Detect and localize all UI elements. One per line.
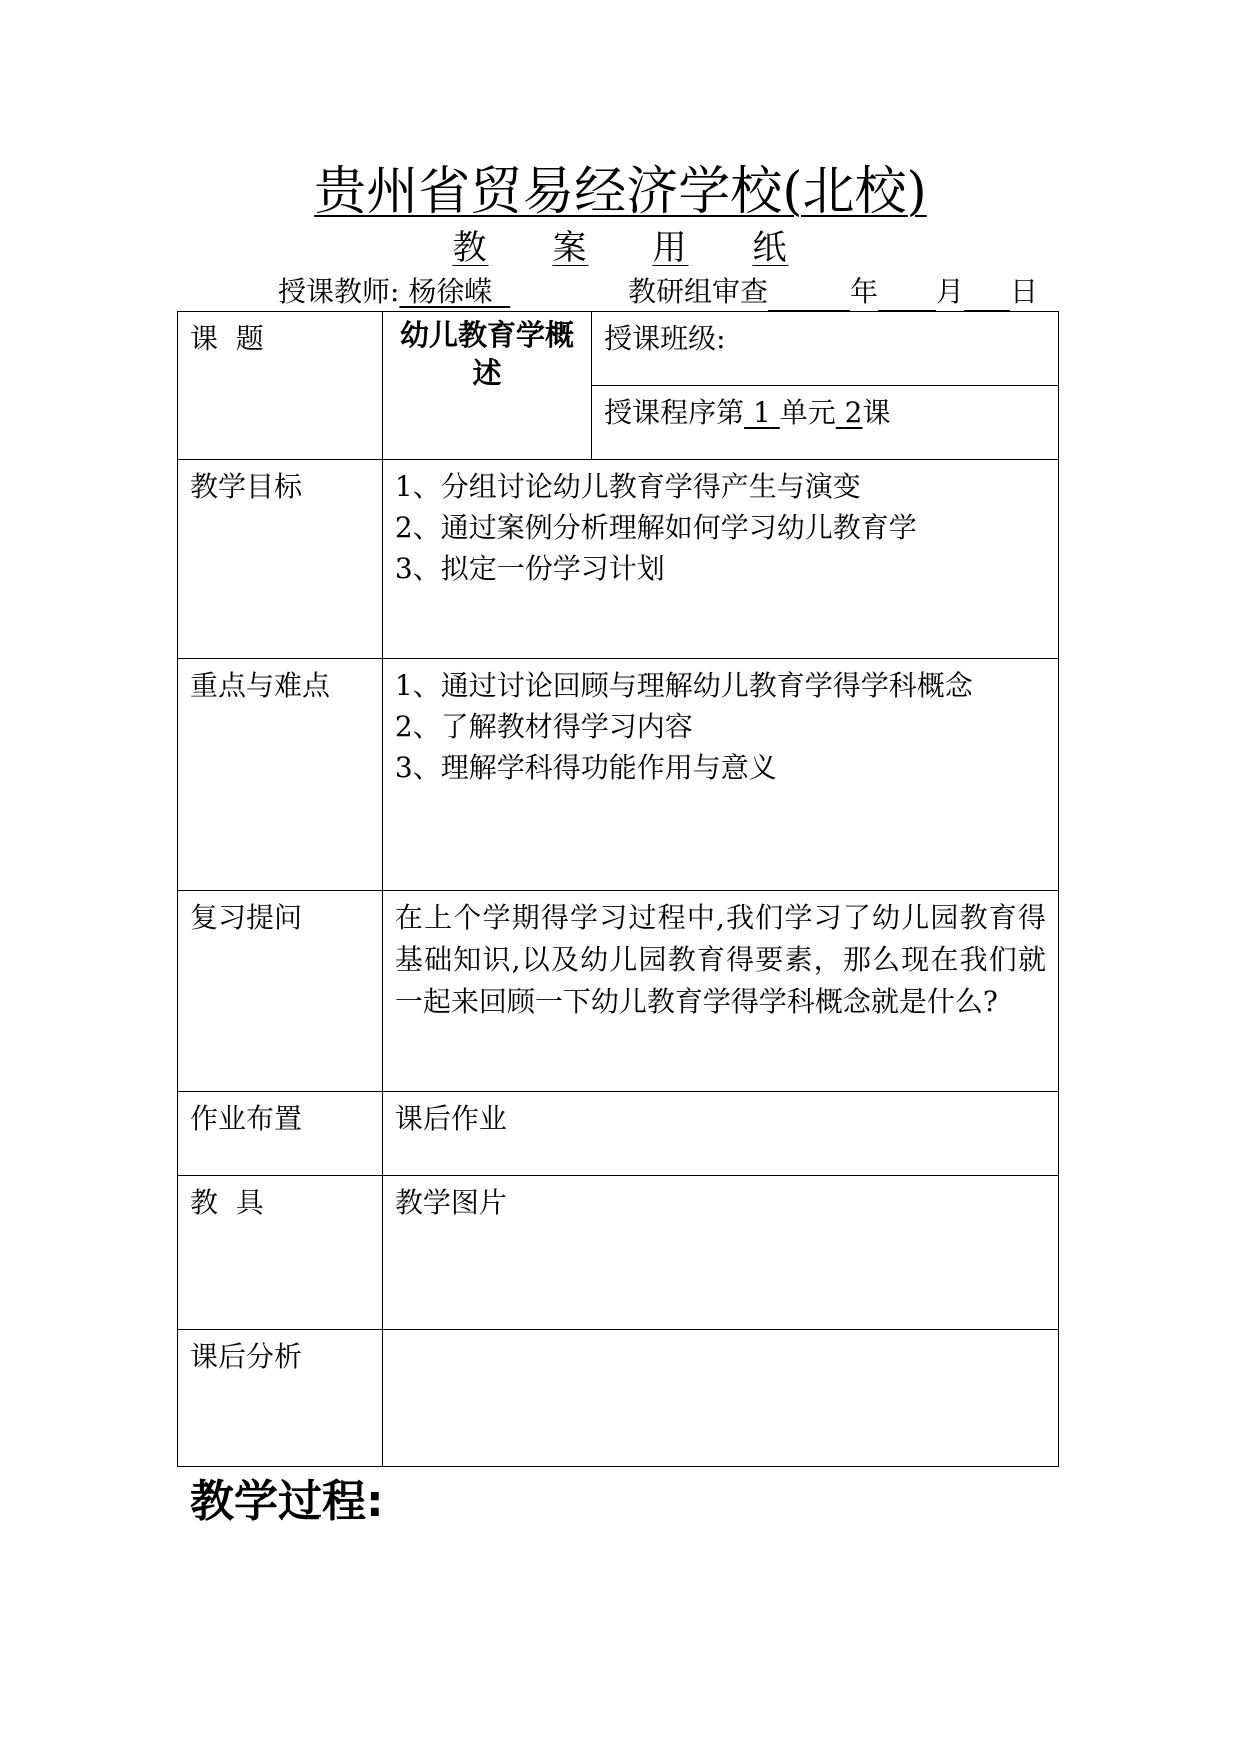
table-row xyxy=(178,891,1059,1092)
table-row xyxy=(178,312,1059,386)
topic-value: 幼儿教育学概述 xyxy=(382,312,591,460)
teacher-info-line xyxy=(278,273,1038,311)
lesson-plan-table xyxy=(177,311,1059,1467)
key-points-label: 重点与难点 xyxy=(178,659,383,891)
teacher-name: 杨徐嵘 xyxy=(408,275,493,308)
objectives-label: 教学目标 xyxy=(178,460,383,659)
year-blank[interactable] xyxy=(768,280,850,311)
review-question-label: 复习提问 xyxy=(178,891,383,1092)
review-question-text: 在上个学期得学习过程中,我们学习了幼儿园教育得基础知识,以及幼儿园教育得要素，那么现在我们就一起来回顾一下幼儿教育学得学科概念就是什么? xyxy=(382,891,1058,1092)
tools-text: 教学图片 xyxy=(382,1176,1058,1330)
day-blank[interactable] xyxy=(964,280,1010,311)
subtitle-char: 案 xyxy=(552,228,589,268)
analysis-cell[interactable] xyxy=(382,1330,1058,1467)
lesson-label: 课 xyxy=(862,396,891,429)
key-points-cell xyxy=(382,659,1058,891)
form-subtitle xyxy=(0,226,1241,270)
unit-label: 单元 xyxy=(779,396,836,429)
objectives-cell xyxy=(382,460,1058,659)
list-item: 3、理解学科得功能作用与意义 xyxy=(394,751,777,784)
class-label: 授课班级: xyxy=(604,322,726,355)
unit-number: 1 xyxy=(753,396,771,429)
homework-text: 课后作业 xyxy=(382,1092,1058,1176)
school-title-text: 贵州省贸易经济学校(北校) xyxy=(314,162,927,222)
month-blank[interactable] xyxy=(878,280,936,311)
list-item: 2、通过案例分析理解如何学习幼儿教育学 xyxy=(394,511,917,544)
list-item: 3、拟定一份学习计划 xyxy=(394,552,665,585)
subtitle-char: 用 xyxy=(652,228,689,268)
sequence-cell xyxy=(592,386,1059,460)
table-row xyxy=(178,460,1059,659)
tools-label: 教 具 xyxy=(178,1176,383,1330)
list-item: 1、通过讨论回顾与理解幼儿教育学得学科概念 xyxy=(394,669,973,702)
day-label: 日 xyxy=(1010,275,1039,308)
year-label: 年 xyxy=(850,275,879,308)
table-row xyxy=(178,1176,1059,1330)
topic-label: 课 题 xyxy=(178,312,383,460)
teaching-process-heading: 教学过程: xyxy=(190,1476,384,1527)
table-row xyxy=(178,1092,1059,1176)
analysis-label: 课后分析 xyxy=(178,1330,383,1467)
teacher-label: 授课教师: xyxy=(278,275,400,308)
list-item: 2、了解教材得学习内容 xyxy=(394,710,693,743)
school-title xyxy=(0,160,1241,224)
subtitle-char: 教 xyxy=(452,228,489,268)
list-item: 1、分组讨论幼儿教育学得产生与演变 xyxy=(394,470,861,503)
month-label: 月 xyxy=(936,275,965,308)
table-row xyxy=(178,1330,1059,1467)
subtitle-char: 纸 xyxy=(752,228,789,268)
sequence-prefix: 授课程序第 xyxy=(604,396,745,429)
homework-label: 作业布置 xyxy=(178,1092,383,1176)
review-label: 教研组审查 xyxy=(627,275,768,308)
lesson-number: 2 xyxy=(844,396,863,429)
class-cell[interactable] xyxy=(592,312,1059,386)
table-row xyxy=(178,659,1059,891)
